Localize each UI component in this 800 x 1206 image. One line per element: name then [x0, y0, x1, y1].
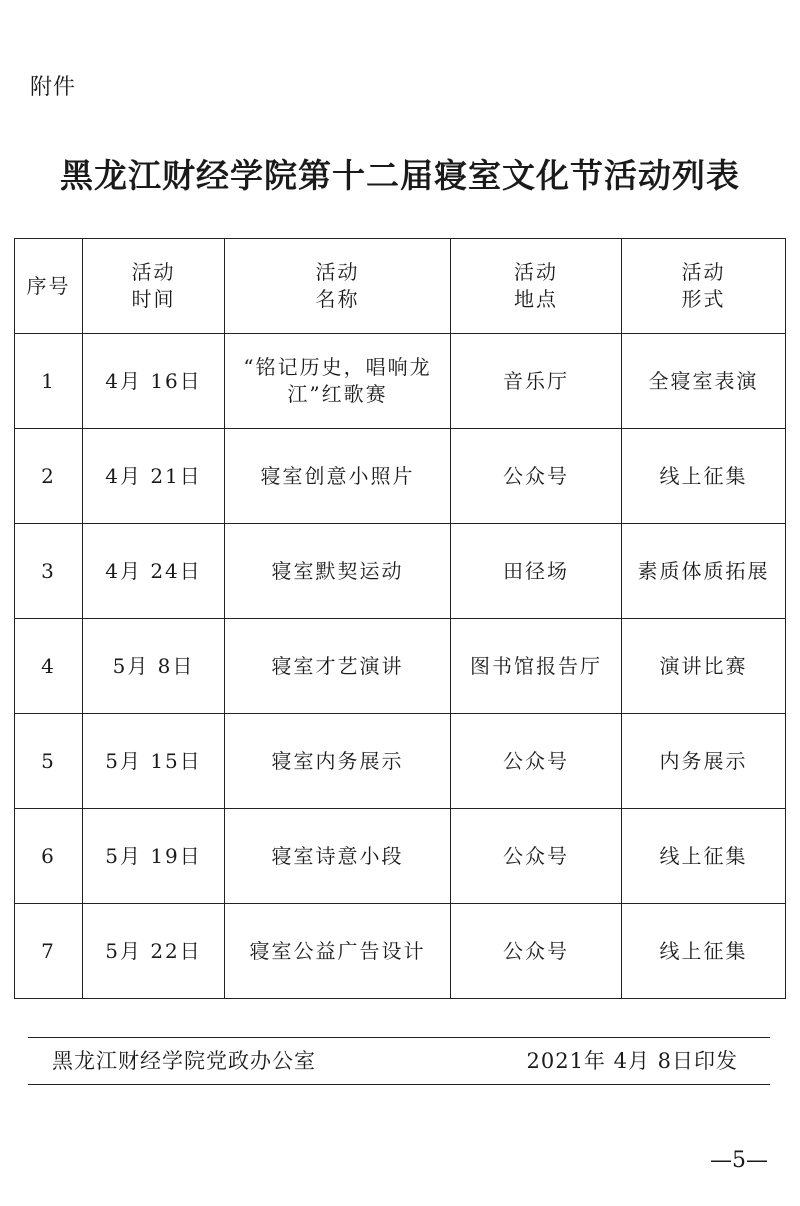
- cell-no: 7: [15, 904, 83, 999]
- cell-form: 内务展示: [622, 714, 786, 809]
- activity-table: [14, 238, 786, 999]
- cell-time: 4月 16日: [83, 334, 225, 429]
- table-body: [15, 334, 786, 999]
- footer-divider-top: [28, 1037, 770, 1038]
- cell-name: 寝室内务展示: [225, 714, 451, 809]
- cell-form: 全寝室表演: [622, 334, 786, 429]
- cell-place: 图书馆报告厅: [451, 619, 622, 714]
- cell-form: 素质体质拓展: [622, 524, 786, 619]
- cell-no: 4: [15, 619, 83, 714]
- cell-place: 公众号: [451, 904, 622, 999]
- cell-time: 4月 24日: [83, 524, 225, 619]
- cell-time: 5月 15日: [83, 714, 225, 809]
- table-row: [15, 429, 786, 524]
- cell-no: 2: [15, 429, 83, 524]
- cell-name: “铭记历史，唱响龙江”红歌赛: [225, 334, 451, 429]
- column-header-place: 活动 地点: [451, 239, 622, 334]
- column-header-time: 活动 时间: [83, 239, 225, 334]
- cell-place: 音乐厅: [451, 334, 622, 429]
- page-number: —5—: [710, 1148, 768, 1173]
- cell-no: 6: [15, 809, 83, 904]
- cell-place: 公众号: [451, 714, 622, 809]
- cell-form: 演讲比赛: [622, 619, 786, 714]
- cell-no: 3: [15, 524, 83, 619]
- table-row: [15, 714, 786, 809]
- column-header-name: 活动 名称: [225, 239, 451, 334]
- table-row: [15, 904, 786, 999]
- attachment-label: 附件: [30, 75, 77, 100]
- table-header-row: [15, 239, 786, 334]
- cell-name: 寝室公益广告设计: [225, 904, 451, 999]
- table-row: [15, 619, 786, 714]
- table-row: [15, 524, 786, 619]
- cell-no: 1: [15, 334, 83, 429]
- document-title: 黑龙江财经学院第十二届寝室文化节活动列表: [60, 156, 740, 195]
- cell-form: 线上征集: [622, 904, 786, 999]
- table-row: [15, 334, 786, 429]
- cell-time: 5月 8日: [83, 619, 225, 714]
- column-header-form: 活动 形式: [622, 239, 786, 334]
- footer-issue-date: 2021年 4月 8日印发: [526, 1049, 738, 1073]
- cell-place: 公众号: [451, 809, 622, 904]
- cell-place: 公众号: [451, 429, 622, 524]
- column-header-no: 序号: [15, 239, 83, 334]
- cell-time: 4月 21日: [83, 429, 225, 524]
- cell-time: 5月 22日: [83, 904, 225, 999]
- cell-place: 田径场: [451, 524, 622, 619]
- cell-name: 寝室诗意小段: [225, 809, 451, 904]
- cell-name: 寝室创意小照片: [225, 429, 451, 524]
- table-row: [15, 809, 786, 904]
- cell-time: 5月 19日: [83, 809, 225, 904]
- cell-name: 寝室才艺演讲: [225, 619, 451, 714]
- footer-issuer: 黑龙江财经学院党政办公室: [52, 1049, 316, 1073]
- footer-divider-bottom: [28, 1084, 770, 1085]
- cell-name: 寝室默契运动: [225, 524, 451, 619]
- cell-no: 5: [15, 714, 83, 809]
- cell-form: 线上征集: [622, 809, 786, 904]
- cell-form: 线上征集: [622, 429, 786, 524]
